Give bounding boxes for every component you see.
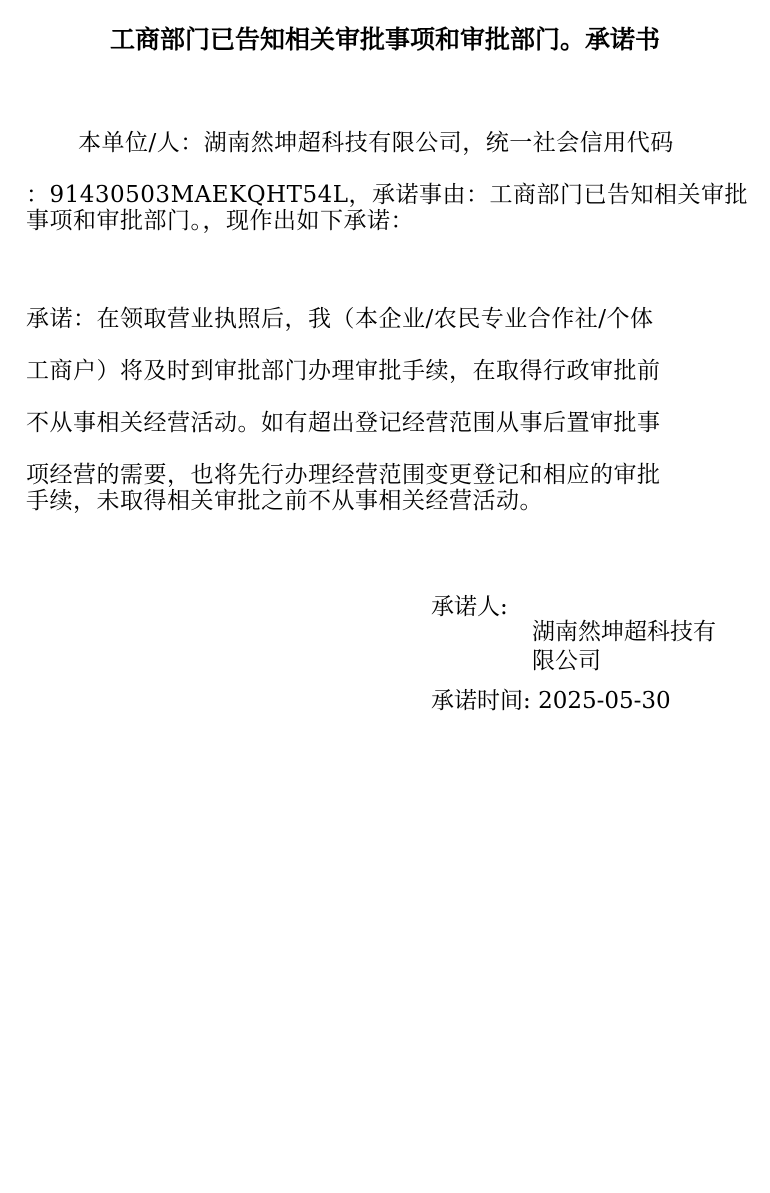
signer-label: 承诺人: (431, 594, 508, 620)
promise-line-4: 项经营的需要，也将先行办理经营范围变更登记和相应的审批 (26, 462, 661, 488)
signature-date: 2025-05-30 (538, 688, 671, 714)
intro-line-1: 本单位/人：湖南然坤超科技有限公司，统一社会信用代码 (78, 130, 674, 156)
promise-line-5: 手续，未取得相关审批之前不从事相关经营活动。 (26, 488, 543, 514)
signature-time-label: 承诺时间: (431, 688, 531, 714)
promise-line-2: 工商户）将及时到审批部门办理审批手续，在取得行政审批前 (26, 358, 661, 384)
intro-line-3: 事项和审批部门。，现作出如下承诺： (26, 208, 414, 234)
document-title: 工商部门已告知相关审批事项和审批部门。承诺书 (109, 25, 660, 54)
intro-line-2: ：91430503MAEKQHT54L，承诺事由：工商部门已告知相关审批 (26, 182, 748, 208)
signer-company-name: 湖南然坤超科技有限公司 (532, 619, 716, 674)
promise-line-1: 承诺：在领取营业执照后，我（本企业/农民专业合作社/个体 (26, 306, 654, 332)
promise-line-3: 不从事相关经营活动。如有超出登记经营范围从事后置审批事 (26, 410, 661, 436)
signature-time (431, 686, 671, 716)
